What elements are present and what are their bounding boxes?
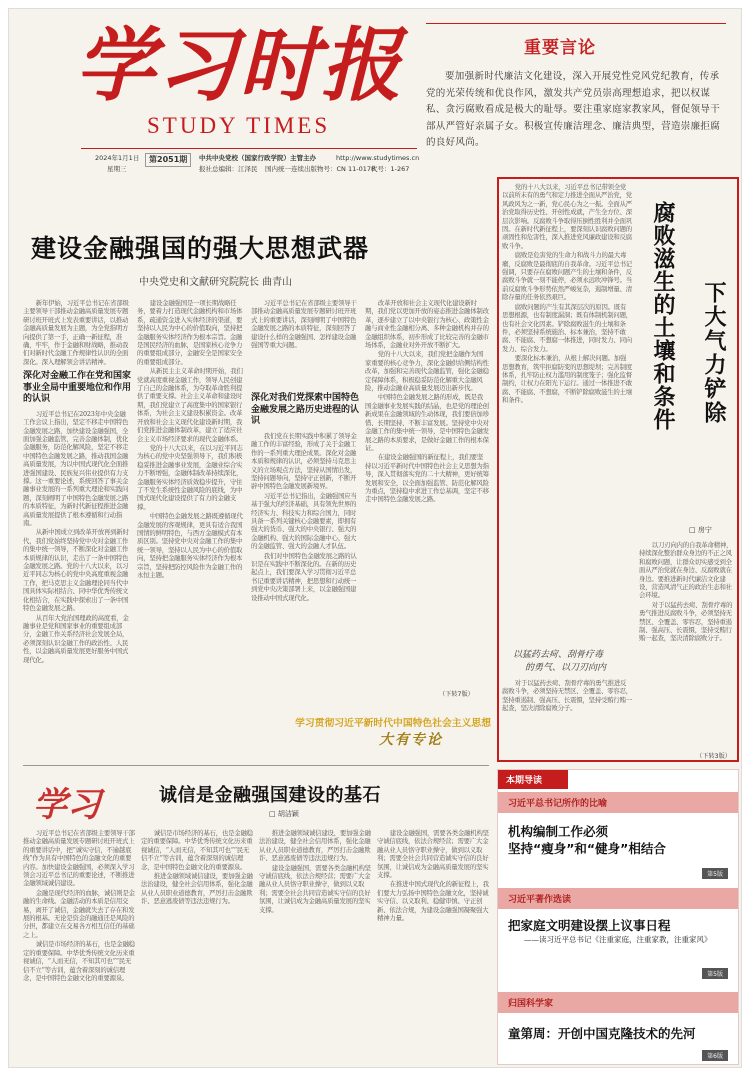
bottom-column-2: [141, 829, 253, 1059]
quote-line: 的勇气、以刀刃向内: [525, 663, 607, 673]
paragraph: 习近平总书记指出，金融强国应当基于强大的经济基础，具有领先世界的经济实力、科技实力和综合国力，同时具备一系列关键核心金融要素，即拥有强大的货币、强大的中央银行、强大的金融机构、强大的国际金融中心、强大的金融监管、强大的金融人才队伍。: [251, 491, 357, 551]
guide-item-1[interactable]: [498, 792, 738, 884]
bottom-column-4: [377, 829, 489, 1059]
paragraph: 新年伊始，习近平总书记在省部级主要领导干部推动金融高质量发展专题研讨班开班式上发表重要讲话，以推动金融高质量发展为主题，为全党指明方向提供了第一手，正确一新征程，准确，牢牢，作于金融和财战略，推动我们对新时代金融工作规律性认识的全面深化。深入理解领会讲话精神。: [23, 299, 129, 366]
postal-code: 代号：1-267: [371, 165, 410, 173]
paragraph: 建设金融强国，需要各类金融机构坚守诚信底线，依法合规经营；需要广大金融从业人员恪守职业操守，做到以义取利；需要全社会共同营造诚实守信的良好氛围，让诚信成为金融高质量发展的坚实支撑。: [259, 863, 371, 914]
paragraph: 推进金融领域诚信建设，要加强金融法治建设，健全社会信用体系，强化金融从业人员职业道德教育，严厉打击金融欺诈、恶意逃废债等违法违规行为。: [141, 872, 253, 906]
paragraph: 建设金融强国，需要各类金融机构坚守诚信底线，依法合规经营；需要广大金融从业人员恪守职业操守，做到以义取利；需要全社会共同营造诚实守信的良好氛围，让诚信成为金融高质量发展的坚实支撑。: [377, 829, 489, 880]
corruption-title-line2: 腐败滋生的土壤和条件: [650, 201, 675, 431]
bottom-article-title: 诚信是金融强国建设的基石: [159, 785, 381, 806]
paragraph: 以刀刃向内的自我革命精神，持续深化整治群众身边的不正之风和腐败问题，让群众切实感受到全面从严治党就在身边、反腐败就在身边。要推进新时代廉洁文化建设，营造风清气正的政治生态和社会环境。: [639, 541, 733, 600]
important-text: 要加强新时代廉洁文化建设，深入开展党性党风党纪教育，传承党的光荣传统和优良作风，激发共产党员崇高理想追求，把以权谋私、贪污腐败看成是极大的耻辱。要注重家庭家教家风，督促领导干部从严管好亲属子女。积极宣传廉洁理念、廉洁典型，营造崇廉拒腐的良好风尚。: [426, 71, 721, 148]
corruption-continued: （下转3版）: [696, 753, 731, 760]
study-banner-line1: 学习贯彻习近平新时代中国特色社会主义思想: [295, 718, 491, 729]
bottom-article-logo: 学习: [33, 785, 101, 825]
subheading: 深化对我们党探索中国特色金融发展之路历史进程的认识: [251, 393, 359, 427]
paragraph: 对于以猛药去疴、刮骨疗毒的勇气推进反腐败斗争，必须坚持无禁区、全覆盖、零容忍，坚持重遏制、强高压、长震慑，坚持受贿行贿一起查，坚决清除腐败分子。: [502, 679, 632, 713]
paragraph: 我们党在长期实践中积累了领导金融工作的丰富经验，形成了关于金融工作的一系列重大理论成果。深化对金融本质和规律的认识，必须坚持马克思主义的立场观点方法，坚持从国情出发，坚持问题导向，坚持守正创新，不断开辟中国特色金融发展新境界。: [251, 431, 357, 491]
paragraph: 我们对中国特色金融发展之路的认识是在实践中不断深化的。在新的历史起点上，我们要深入学习贯彻习近平总书记重要讲话精神，把思想和行动统一到党中央决策部署上来，以金融强国建设推动中国式现代化。: [251, 551, 357, 602]
lead-author: 中央党史和文献研究院院长 曲青山: [139, 277, 293, 288]
paragraph: 对于以猛药去疴、刮骨疗毒的勇气推进反腐败斗争，必须坚持无禁区、全覆盖、零容忍，坚持重遏制、强高压、长震慑，坚持受贿行贿一起查，坚决清除腐败分子。: [639, 600, 733, 643]
issue-guide: [497, 769, 739, 1065]
paragraph: 党的十八大以来，在以习近平同志为核心的党中央坚强领导下，我们积极稳妥推进金融事业发展，金融业综合实力不断增强，金融体制改革持续深化，金融服务实体经济质效稳步提升，守住了不发生系统性金融风险的底线，为中国式现代化建设提供了有力的金融支撑。: [137, 443, 243, 511]
guide-title: 童第周：开创中国克隆技术的先河: [508, 1026, 696, 1041]
weekday: 星期三: [107, 165, 127, 173]
paragraph: 建设金融强国是一项长期战略任务，要着力打造现代金融机构和市场体系，疏通资金进入实体经济的渠道，要坚持以人民为中心的价值取向，坚持把金融服务实体经济作为根本宗旨。金融是国民经济的血脉，是国家核心竞争力的重要组成部分，金融安全是国家安全的重要组成部分。: [137, 299, 243, 366]
guide-header: 本期导读: [498, 770, 568, 789]
subheading: 深化对金融工作在党和国家事业全局中重要地位和作用的认识: [23, 371, 131, 405]
date: 2024年1月1日: [95, 154, 140, 162]
lead-column-3: [251, 299, 359, 713]
guide-title-2: 坚持“瘦身”和“健身”相结合: [508, 841, 666, 856]
guide-section-label: 习近平总书记所作的比喻: [498, 792, 738, 813]
paragraph: 诚信是市场经济的基石，也是金融稳定的重要保障。中华优秀传统文化历来重视诚信，“人而无信，不知其可也”“民无信不立”等古训，蕴含着深刻的诚信理念，是中国特色金融文化的重要源泉。: [23, 940, 135, 982]
sponsor: 中共中央党校（国家行政学院）主管主办: [199, 154, 316, 162]
corruption-article-box: [497, 177, 739, 762]
guide-edition-badge: 第5版: [702, 968, 728, 979]
lead-continued: （下转7版）: [439, 691, 474, 698]
corruption-column-bottom-left: [502, 679, 632, 759]
paragraph: 要深化标本兼治，从根上解决问题。加强思想教育，筑牢拒腐防变的思想堤坝；完善制度体系，扎牢防止权力滥用的制度笼子；强化监督制约，让权力在阳光下运行。通过一体推进不敢腐、不能腐、不想腐，不断铲除腐败滋生的土壤和条件。: [502, 354, 632, 405]
bottom-article-author: □ 胡洁颖: [269, 810, 299, 818]
lead-headline: 建设金融强国的强大思想武器: [31, 234, 370, 263]
corruption-title-line1: 下大气力铲除: [701, 281, 726, 425]
paragraph: 在建设金融强国的新征程上，我们要坚持以习近平新时代中国特色社会主义思想为指导，深入贯彻落实党的二十大精神，更好统筹发展和安全，以全面加强监管、防范化解风险为重点，坚持稳中求进工作总基调，坚定不移走中国特色金融发展之路。: [365, 453, 489, 504]
paragraph: 从新中国成立到改革开放再到新时代，我们党始终坚持党中央对金融工作的集中统一领导，不断深化对金融工作本质规律的认识，走出了一条中国特色金融发展之路。党的十八大以来，以习近平同志为核心的党中央高度重视金融工作，把马克思主义金融理论同当代中国具体实际相结合、同中华优秀传统文化相结合，在实践中探索出了一条中国特色金融发展之路。: [23, 528, 129, 613]
guide-title: 机构编制工作必须: [508, 824, 609, 839]
bottom-column-1: [23, 829, 135, 1059]
guide-section-label: 归国科学家: [498, 992, 738, 1013]
corruption-column-right: [639, 541, 737, 749]
masthead-english: STUDY TIMES: [147, 113, 331, 138]
paragraph: 诚信是市场经济的基石，也是金融稳定的重要保障。中华优秀传统文化历来重视诚信，“人而无信，不知其可也”“民无信不立”等古训，蕴含着深刻的诚信理念，是中国特色金融文化的重要源泉。: [141, 829, 253, 871]
guide-title: 把家庭文明建设摆上议事日程: [508, 918, 671, 933]
website: http://www.studytimes.cn: [336, 154, 420, 162]
corruption-title: [647, 199, 729, 529]
important-remarks: [414, 19, 732, 159]
bottom-column-3: [259, 829, 371, 1059]
paragraph: 党的十八大以来，习近平总书记带领全党以前所未有的勇气和定力推进全面从严治党，党风政风为之一新，党心民心为之一振。全面从严治党取得历史性、开创性成就，产生全方位、深层次影响。反腐败斗争取得压倒性胜利并全面巩固。在新时代新征程上，要深刻认识腐败问题的顽固性和危害性，深入推进党风廉政建设和反腐败斗争。: [502, 183, 632, 250]
guide-item-3[interactable]: [498, 992, 738, 1064]
paragraph: 改革开放和社会主义现代化建设新时期，我们党以更加开放的姿态推进金融体制改革，逐步建立了以中央银行为核心、政策性金融与商业性金融相分离、多种金融机构并存的金融组织体系，初步形成了比较完善的金融市场体系，金融业对外开放不断扩大。: [365, 299, 489, 350]
corruption-column-top: [502, 183, 632, 645]
lead-column-4: [365, 299, 489, 687]
paragraph: 中国特色金融发展之路的形成，既是我国金融事业发展实践的结晶，也是党的理论创新成果在金融领域的生动体现，我们要倍加珍惜、长期坚持、不断丰富发展。坚持党中央对金融工作的集中统一领导，是中国特色金融发展之路的本质要求，是做好金融工作的根本保证。: [365, 393, 489, 452]
masthead: [19, 15, 420, 185]
important-heading: 重要言论: [524, 38, 596, 58]
paragraph: 推进金融领域诚信建设，要加强金融法治建设，健全社会信用体系，强化金融从业人员职业道德教育，严厉打击金融欺诈、恶意逃废债等违法违规行为。: [259, 829, 371, 863]
paragraph: 习近平总书记在2023年中央金融工作会议上指出，坚定不移走中国特色金融发展之路，加快建设金融强国，全面加强金融监管，完善金融体制，优化金融服务，防范化解风险，坚定不移走中国特色金融发展之路，推动我国金融高质量发展，为以中国式现代化全面推进强国建设、民族复兴伟业提供有力支撑。这一重要论述，系统回答了事关金融事业发展的一系列重大理论和实践问题，深刻阐明了中国特色金融发展之路的本质特征，为新时代新征程推进金融高质量发展提供了根本遵循和行动指南。: [23, 409, 129, 528]
guide-edition-badge: 第5版: [702, 868, 728, 879]
lead-column-1: [23, 299, 131, 713]
bottom-article-divider: [23, 765, 489, 766]
paragraph: 习近平总书记在省部级主要领导干部推动金融高质量发展专题研讨班开班式上的重要讲话，深刻阐明了中国特色金融发展之路的本质特征，深刻回答了建设什么样的金融强国、怎样建设金融强国等重大问题。: [251, 299, 357, 350]
paragraph: 腐败是危害党的生命力和战斗力的最大毒瘤，反腐败是最彻底的自我革命。习近平总书记强调，只要存在腐败问题产生的土壤和条件，反腐败斗争就一刻不能停，必须永远吹冲锋号。当前反腐败斗争形势依然严峻复杂，遏制增量、清除存量的任务依然艰巨。: [502, 251, 632, 302]
masthead-divider: [81, 148, 417, 149]
paragraph: 腐败问题的产生有其深层次的原因。既有思想根源，也有制度漏洞；既有体制机制问题，也有社会文化因素。铲除腐败滋生的土壤和条件，必须坚持系统施治、标本兼治，坚持不敢腐、不能腐、不想腐一体推进，同时发力、同向发力、综合发力。: [502, 302, 632, 353]
paragraph: 从百年大党治国理政的高度看，金融事业是党和国家事业的重要组成部分，金融工作关系经济社会发展全局，必须深刻认识金融工作的政治性、人民性，以金融高质量发展更好服务中国式现代化。: [23, 613, 129, 664]
issue-box: [145, 153, 191, 167]
paragraph: 中国特色金融发展之路既遵循现代金融发展的客观规律，更具有适合我国国情的鲜明特色，与西方金融模式有本质区别。坚持党中央对金融工作的集中统一领导，坚持以人民为中心的价值取向，坚持把金融服务实体经济作为根本宗旨，坚持把防控风险作为金融工作的永恒主题。: [137, 512, 243, 579]
guide-item-2[interactable]: [498, 888, 738, 984]
corruption-quote: [513, 649, 633, 675]
important-heading-bar: [426, 23, 726, 24]
paragraph: 在推进中国式现代化的新征程上，我们要大力弘扬中国特色金融文化，坚持诚实守信、以义取利、稳健审慎、守正创新、依法合规，为建设金融强国凝聚强大精神力量。: [377, 880, 489, 923]
guide-edition-badge: 第6版: [702, 1050, 728, 1061]
corruption-author: □ 房宁: [689, 526, 712, 534]
paragraph: 从新民主主义革命时期开始，我们党就高度重视金融工作，领导人民创建了自己的金融体系，为夺取革命胜利提供了重要支撑。社会主义革命和建设时期，我们党建立了高度集中的国家银行体系，为社会主义建设积累资金。改革开放和社会主义现代化建设新时期，我们党推进金融体制改革，建立了适应社会主义市场经济要求的现代金融体系。: [137, 367, 243, 443]
cn-code: 国内统一连续出版物号：CN 11-0178: [265, 165, 376, 173]
quote-line: 以猛药去疴、刮骨疗毒: [513, 650, 604, 660]
guide-subtitle: ——读习近平总书记《注重家庭，注重家教，注重家风》: [524, 935, 712, 944]
lead-column-2: [137, 299, 245, 713]
paragraph: 习近平总书记在省部级主要领导干部推动金融高质量发展专题研讨班开班式上的重要讲话中，把“诚实守信，不逾越底线”作为具有中国特色的金融文化的重要内容。加快建设金融强国，必须深入学习领会习近平总书记的重要论述，不断推进金融领域诚信建设。: [23, 829, 135, 888]
paragraph: 金融是现代经济的血脉，诚信则是金融的生命线。金融活动的本质是信用交易，离开了诚信，金融就失去了存在和发展的根基。无论是资金的融通还是风险的分担，都建立在交易各方相互信任的基础之上。: [23, 888, 135, 939]
chief-editor: 报社总编辑：江泽民: [199, 165, 258, 173]
guide-section-label: 习近平著作选读: [498, 888, 738, 909]
masthead-info-bar: [81, 153, 420, 187]
issue-number: 第2051期: [149, 155, 188, 164]
paragraph: 党的十八大以来，我们党把金融作为国家重要的核心竞争力，深化金融供给侧结构性改革，加强和完善现代金融监管，强化金融稳定保障体系，积极稳妥防范化解重大金融风险，推动金融业高质量发展迈出新步伐。: [365, 350, 489, 393]
newspaper-page: [8, 8, 742, 1068]
masthead-title: 学习时报: [75, 18, 403, 112]
study-banner-line2: 大有专论: [379, 732, 443, 748]
